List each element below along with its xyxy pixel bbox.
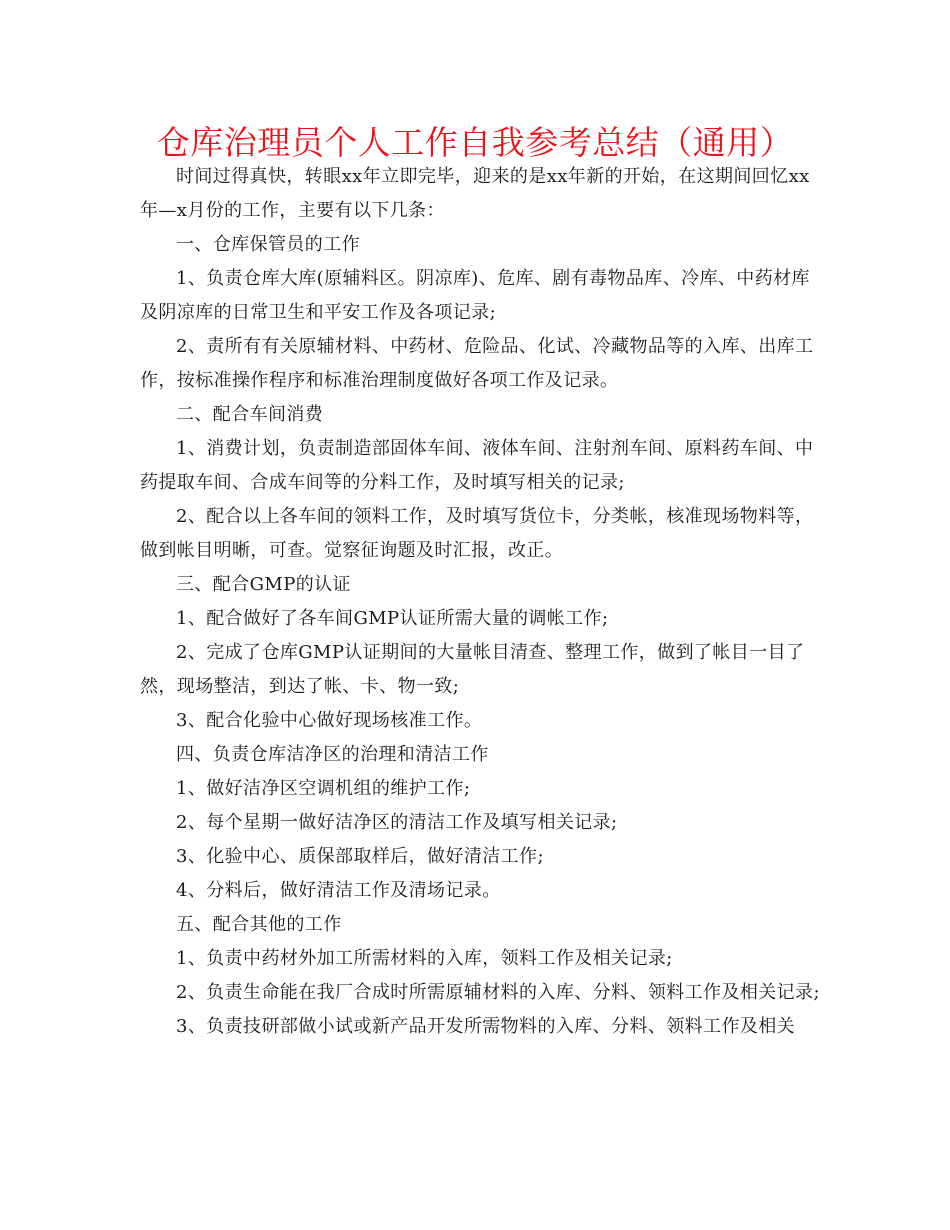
paragraph: 2、每个星期一做好洁净区的清洁工作及填写相关记录; (176, 812, 618, 833)
paragraph: 1、做好洁净区空调机组的维护工作; (176, 778, 471, 799)
section-heading-5: 五、配合其他的工作 (176, 914, 342, 935)
paragraph: 1、负责中药材外加工所需材料的入库，领料工作及相关记录; (176, 948, 673, 969)
section-heading-4: 四、负责仓库洁净区的治理和清洁工作 (176, 744, 489, 765)
paragraph: 2、负责生命能在我厂合成时所需原辅材料的入库、分料、领料工作及相关记录; (176, 982, 820, 1003)
paragraph: 3、配合化验中心做好现场核准工作。 (176, 710, 483, 731)
document-title: 仓库治理员个人工作自我参考总结（通用） (156, 123, 794, 162)
paragraph: 4、分料后，做好清洁工作及清场记录。 (176, 880, 501, 901)
paragraph: 1、配合做好了各车间GMP认证所需大量的调帐工作; (176, 608, 609, 629)
paragraph-intro: 时间过得真快，转眼xx年立即完毕，迎来的是xx年新的开始，在这期间回忆xx年—x月份的工作，主要有以下几条： (140, 166, 810, 221)
paragraph: 2、责所有有关原辅材料、中药材、危险品、化试、冷藏物品等的入库、出库工作，按标准操作程序和标准治理制度做好各项工作及记录。 (140, 336, 814, 391)
document-body (140, 160, 820, 1044)
paragraph: 2、配合以上各车间的领料工作，及时填写货位卡，分类帐，核准现场物料等，做到帐目明晰，可查。觉察征询题及时汇报，改正。 (140, 506, 814, 561)
section-heading-1: 一、仓库保管员的工作 (176, 234, 360, 255)
paragraph: 1、消费计划，负责制造部固体车间、液体车间、注射剂车间、原料药车间、中药提取车间、合成车间等的分料工作，及时填写相关的记录; (140, 438, 814, 493)
section-heading-3: 三、配合GMP的认证 (176, 574, 351, 595)
paragraph: 2、完成了仓库GMP认证期间的大量帐目清查、整理工作，做到了帐目一目了然，现场整洁，到达了帐、卡、物一致; (140, 642, 805, 697)
paragraph: 3、化验中心、质保部取样后，做好清洁工作; (176, 846, 544, 867)
paragraph: 1、负责仓库大库(原辅料区。阴凉库)、危库、剧有毒物品库、冷库、中药材库及阴凉库的日常卫生和平安工作及各项记录; (140, 268, 810, 323)
paragraph: 3、负责技研部做小试或新产品开发所需物料的入库、分料、领料工作及相关 (176, 1016, 796, 1037)
section-heading-2: 二、配合车间消费 (176, 404, 324, 425)
